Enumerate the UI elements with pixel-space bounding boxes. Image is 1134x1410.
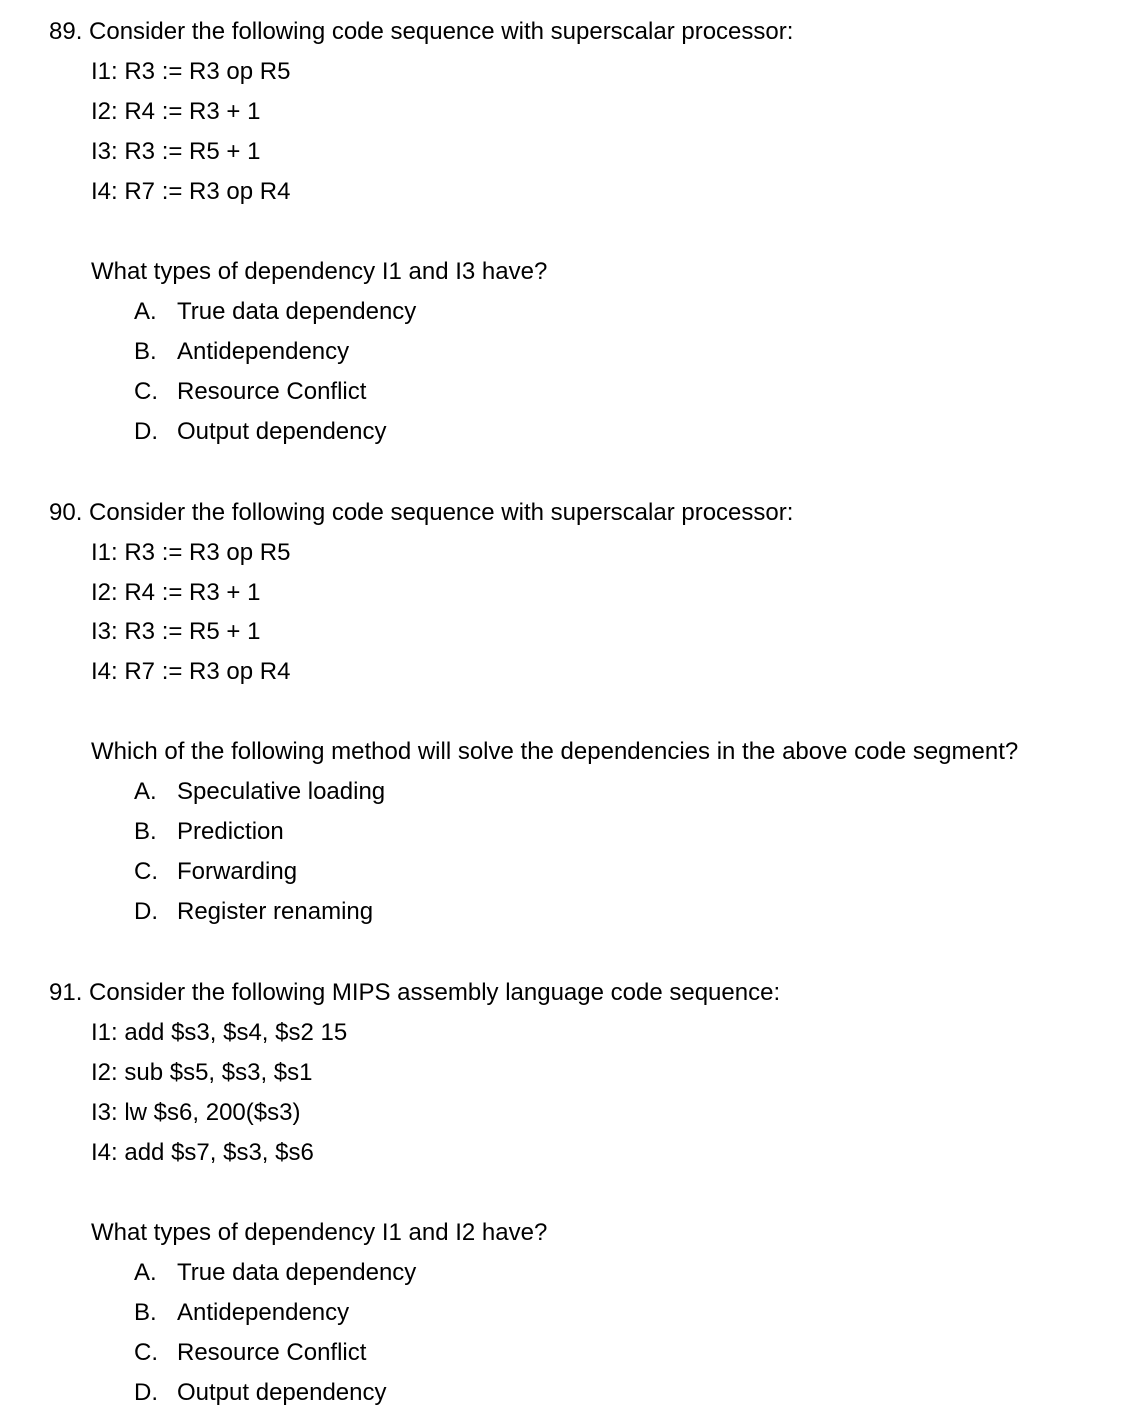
option-a <box>134 1259 416 1287</box>
option-letter: A. <box>134 778 157 805</box>
option-text: Resource Conflict <box>177 378 367 405</box>
code-line-i2: I2: R4 := R3 + 1 <box>91 98 261 125</box>
option-a <box>134 778 385 806</box>
code-line-i2: I2: sub $s5, $s3, $s1 <box>91 1059 313 1086</box>
option-text: Register renaming <box>177 898 374 925</box>
option-b <box>134 338 349 366</box>
option-text: True data dependency <box>177 1259 417 1286</box>
code-line-i3: I3: R3 := R5 + 1 <box>91 618 261 645</box>
code-line-i1: I1: R3 := R3 op R5 <box>91 58 291 85</box>
option-text: Output dependency <box>177 1379 387 1406</box>
question-prompt: What types of dependency I1 and I3 have? <box>91 258 548 285</box>
code-line-i1: I1: R3 := R3 op R5 <box>91 539 291 566</box>
option-letter: C. <box>134 858 158 885</box>
question-prompt: What types of dependency I1 and I2 have? <box>91 1219 548 1246</box>
option-c <box>134 858 297 886</box>
code-line-i4: I4: add $s7, $s3, $s6 <box>91 1139 314 1166</box>
option-letter: B. <box>134 338 157 365</box>
option-text: Resource Conflict <box>177 1339 367 1366</box>
question-prompt: Which of the following method will solve the dependencies in the above code segment? <box>91 738 1019 765</box>
code-line-i3: I3: R3 := R5 + 1 <box>91 138 261 165</box>
question-title: 90. Consider the following code sequence with superscalar processor: <box>49 499 794 526</box>
option-letter: C. <box>134 1339 158 1366</box>
option-letter: C. <box>134 378 158 405</box>
option-text: True data dependency <box>177 298 417 325</box>
option-text: Antidependency <box>177 338 350 365</box>
option-text: Prediction <box>177 818 284 845</box>
option-letter: D. <box>134 418 158 445</box>
option-b <box>134 818 284 846</box>
code-line-i4: I4: R7 := R3 op R4 <box>91 658 291 685</box>
option-letter: B. <box>134 1299 157 1326</box>
question-title: 89. Consider the following code sequence with superscalar processor: <box>49 18 794 45</box>
code-line-i4: I4: R7 := R3 op R4 <box>91 178 291 205</box>
option-d <box>134 898 373 926</box>
option-c <box>134 378 366 406</box>
option-letter: B. <box>134 818 157 845</box>
option-text: Output dependency <box>177 418 387 445</box>
code-line-i2: I2: R4 := R3 + 1 <box>91 579 261 606</box>
option-a <box>134 298 416 326</box>
option-letter: A. <box>134 1259 157 1286</box>
option-letter: A. <box>134 298 157 325</box>
code-line-i1: I1: add $s3, $s4, $s2 15 <box>91 1019 348 1046</box>
question-title: 91. Consider the following MIPS assembly language code sequence: <box>49 979 781 1006</box>
option-text: Speculative loading <box>177 778 386 805</box>
option-text: Antidependency <box>177 1299 350 1326</box>
option-letter: D. <box>134 898 158 925</box>
option-b <box>134 1299 349 1327</box>
option-d <box>134 1379 387 1407</box>
option-d <box>134 418 387 446</box>
option-text: Forwarding <box>177 858 298 885</box>
option-letter: D. <box>134 1379 158 1406</box>
option-c <box>134 1339 366 1367</box>
code-line-i3: I3: lw $s6, 200($s3) <box>91 1099 301 1126</box>
